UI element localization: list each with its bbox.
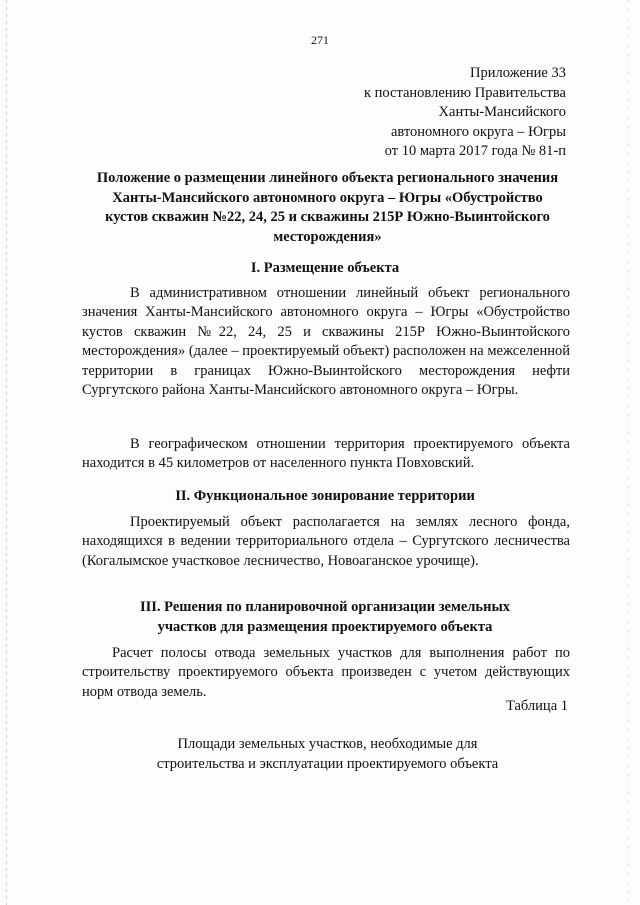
appendix-line: автономного округа – Югры [390,123,566,140]
section-3-heading-line: участков для размещения проектируемого объекта [157,618,493,635]
section-1-paragraph-1: В административном отношении линейный объект регионального значения Ханты-Мансийского автономного округа – Югры «Обустройство кустов скважин №22, 24, 25 и скважины 215Р Южно-Выинтойского месторождения» (далее – проектируемый объект) расположен на межселенной территории в границах Южно-Выинтойского месторождения нефти Сургутского района Ханты-Мансийского автономного округа – Югры. [82,285,570,399]
appendix-line: Приложение 33 [470,65,566,81]
page-number: 271 [311,33,329,47]
appendix-line: от 10 марта 2017 года № 81-п [384,143,566,159]
title-line: Ханты-Мансийского автономного округа – Югры «Обустройство [112,189,543,206]
section-1-heading: I. Размещение объекта [250,260,400,276]
document-title [80,169,575,247]
section-1-paragraph-2: В географическом отношении территория проектируемого объекта находится в 45 километров от населенного пункта Повховский. [82,436,570,472]
title-line: кустов скважин №22, 24, 25 и скважины 215Р Южно-Выинтойского [105,209,550,225]
section-3-heading-line: III. Решения по планировочной организации земельных [139,599,511,615]
caption-line: строительства и эксплуатации проектируемого объекта [156,755,499,772]
section-3-paragraph-1: Расчет полосы отвода земельных участков для выполнения работ по строительству проектируемого объекта произведен с учетом действующих норм отвода земель. [82,645,570,700]
title-line: Положение о размещении линейного объекта регионального значения [96,170,559,186]
caption-line: Площади земельных участков, необходимые для [177,736,478,752]
appendix-line: к постановлению Правительства [364,84,566,101]
scan-edge-right [628,0,629,905]
section-2-heading: II. Функциональное зонирование территории [175,488,475,504]
section-3-heading [70,598,580,637]
table-label: Таблица 1 [505,698,568,714]
section-2-paragraph-1: Проектируемый объект располагается на землях лесного фонда, находящихся в ведении территориального отдела – Сургутского лесничества (Когалымское участковое лесничество, Новоаганское урочище). [82,514,570,569]
title-line: месторождения» [273,228,382,245]
scan-edge-left [6,0,7,905]
table-caption [80,735,575,774]
appendix-line: Ханты-Мансийского [438,104,566,120]
appendix-block [266,64,566,162]
